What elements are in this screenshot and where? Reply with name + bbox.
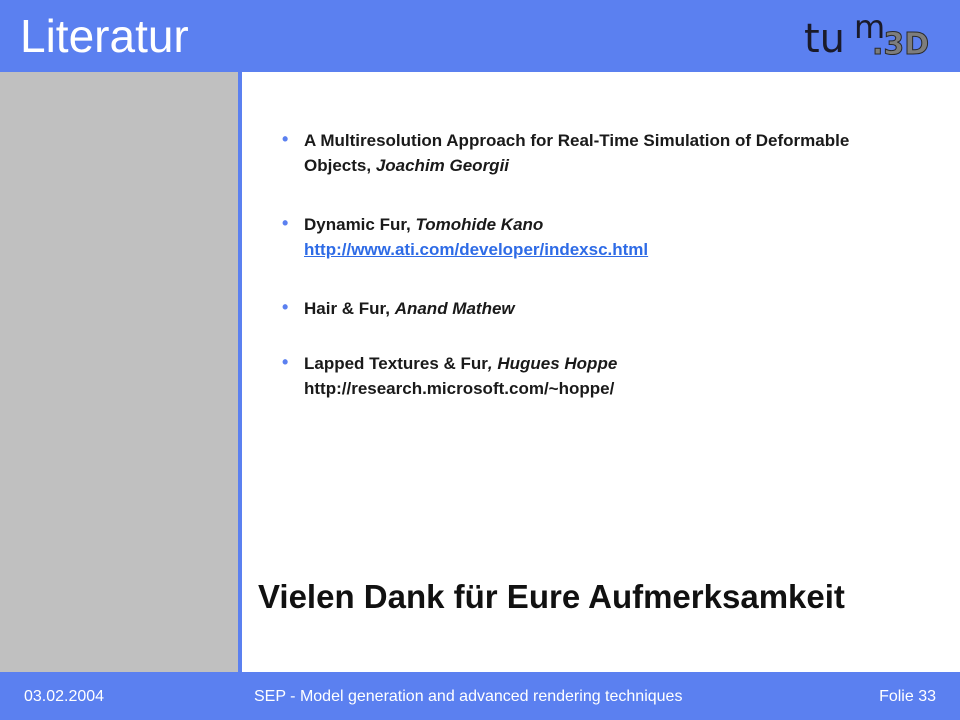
slide-number: Folie 33 <box>879 688 936 705</box>
reference-item <box>280 351 920 401</box>
reference-title: Hair & Fur, <box>304 299 395 318</box>
footer-bar <box>0 672 960 720</box>
slide-title: Literatur <box>20 10 189 62</box>
bullet-icon: • <box>282 297 289 317</box>
reference-link[interactable]: http://www.ati.com/developer/indexsc.html <box>304 240 649 259</box>
tum3d-logo <box>800 8 940 64</box>
left-sidebar <box>0 72 238 672</box>
bullet-icon: • <box>282 352 289 372</box>
reference-list <box>280 128 920 401</box>
closing-message: Vielen Dank für Eure Aufmerksamkeit <box>258 578 845 615</box>
header-bar <box>0 0 960 72</box>
reference-title: Dynamic Fur, <box>304 215 416 234</box>
reference-item <box>280 212 920 262</box>
reference-item <box>280 296 920 321</box>
footer-date: 03.02.2004 <box>24 688 105 705</box>
reference-author: Anand Mathew <box>394 299 515 318</box>
reference-author: Joachim Georgii <box>375 156 510 175</box>
logo-text-m: m <box>854 8 886 46</box>
reference-title: Lapped Textures & Fur <box>304 354 488 373</box>
reference-title: A Multiresolution Approach for Real-Time Simulation of Deformable Objects, <box>304 131 850 175</box>
logo-text-tu: tu <box>804 16 846 62</box>
reference-author: Tomohide Kano <box>415 215 544 234</box>
bullet-icon: • <box>282 129 289 149</box>
reference-author: , Hugues Hoppe <box>487 354 618 373</box>
bullet-icon: • <box>282 213 289 233</box>
reference-item <box>280 128 920 178</box>
logo-text-3d: .3D <box>872 27 930 62</box>
sidebar-divider <box>238 72 242 672</box>
reference-url: http://research.microsoft.com/~hoppe/ <box>304 379 615 398</box>
footer-title: SEP - Model generation and advanced rendering techniques <box>254 688 683 705</box>
